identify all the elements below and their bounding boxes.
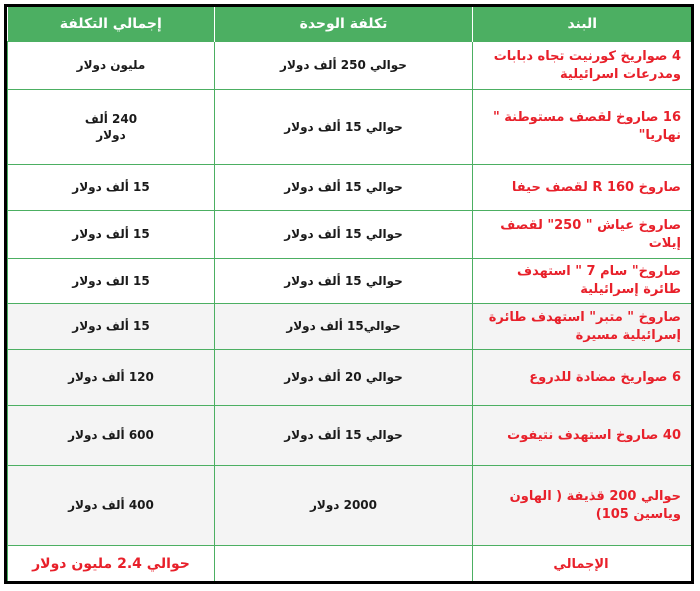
header-item: البند (473, 7, 692, 42)
header-row (8, 7, 692, 42)
table-row (8, 165, 692, 211)
total-row (8, 546, 692, 584)
table-row (8, 259, 692, 304)
table-row (8, 211, 692, 259)
cell-item: 4 صواريخ كورنيت تجاه دبابات ومدرعات اسرائيلية (473, 42, 692, 90)
header-unit-cost: تكلفة الوحدة (215, 7, 473, 42)
cell-unit-cost: حوالي 250 ألف دولار (215, 42, 473, 90)
table-frame (4, 4, 694, 584)
cell-item: صاروخ R 160 لقصف حيفا (473, 165, 692, 211)
cell-unit-cost: حوالي 15 ألف دولار (215, 211, 473, 259)
cell-total-cost (8, 90, 215, 165)
total-cost-value: حوالي 2.4 مليون دولار (8, 546, 215, 584)
cell-item: 40 صاروخ استهدف نتيفوت (473, 406, 692, 466)
cell-total-cost: 120 ألف دولار (8, 350, 215, 406)
table-row (8, 42, 692, 90)
cell-total-cost-text: 240 ألف دولار (84, 111, 138, 142)
cell-total-cost: 15 ألف دولار (8, 211, 215, 259)
cell-item: 6 صواريخ مضادة للدروع (473, 350, 692, 406)
cell-item: صاروخ عياش " 250" لقصف إيلات (473, 211, 692, 259)
cell-total-cost: مليون دولار (8, 42, 215, 90)
cell-total-cost: 15 الف دولار (8, 259, 215, 304)
table-row (8, 350, 692, 406)
cell-total-cost: 600 ألف دولار (8, 406, 215, 466)
cell-total-cost: 400 ألف دولار (8, 466, 215, 546)
table-row (8, 304, 692, 350)
total-label: الإجمالي (473, 546, 692, 584)
table-row (8, 90, 692, 165)
cell-item: صاروخ " متبر" استهدف طائرة إسرائيلية مسيرة (473, 304, 692, 350)
total-unit-cost (215, 546, 473, 584)
cell-unit-cost: حوالي 15 ألف دولار (215, 259, 473, 304)
cell-unit-cost: حوالي 20 ألف دولار (215, 350, 473, 406)
cell-item: حوالي 200 قذيفة ( الهاون وياسين 105) (473, 466, 692, 546)
cell-unit-cost: حوالي 15 ألف دولار (215, 165, 473, 211)
cell-unit-cost: 2000 دولار (215, 466, 473, 546)
table-row (8, 406, 692, 466)
cell-total-cost: 15 ألف دولار (8, 165, 215, 211)
cell-unit-cost: حوالي 15 ألف دولار (215, 406, 473, 466)
cost-table (7, 7, 692, 584)
cell-item: صاروخ" سام 7 " استهدف طائرة إسرائيلية (473, 259, 692, 304)
cell-item: 16 صاروخ لقصف مستوطنة " نهاريا" (473, 90, 692, 165)
header-total-cost: إجمالي التكلفة (8, 7, 215, 42)
cell-unit-cost: حوالي15 ألف دولار (215, 304, 473, 350)
table-row (8, 466, 692, 546)
cell-unit-cost: حوالي 15 ألف دولار (215, 90, 473, 165)
cell-total-cost: 15 ألف دولار (8, 304, 215, 350)
